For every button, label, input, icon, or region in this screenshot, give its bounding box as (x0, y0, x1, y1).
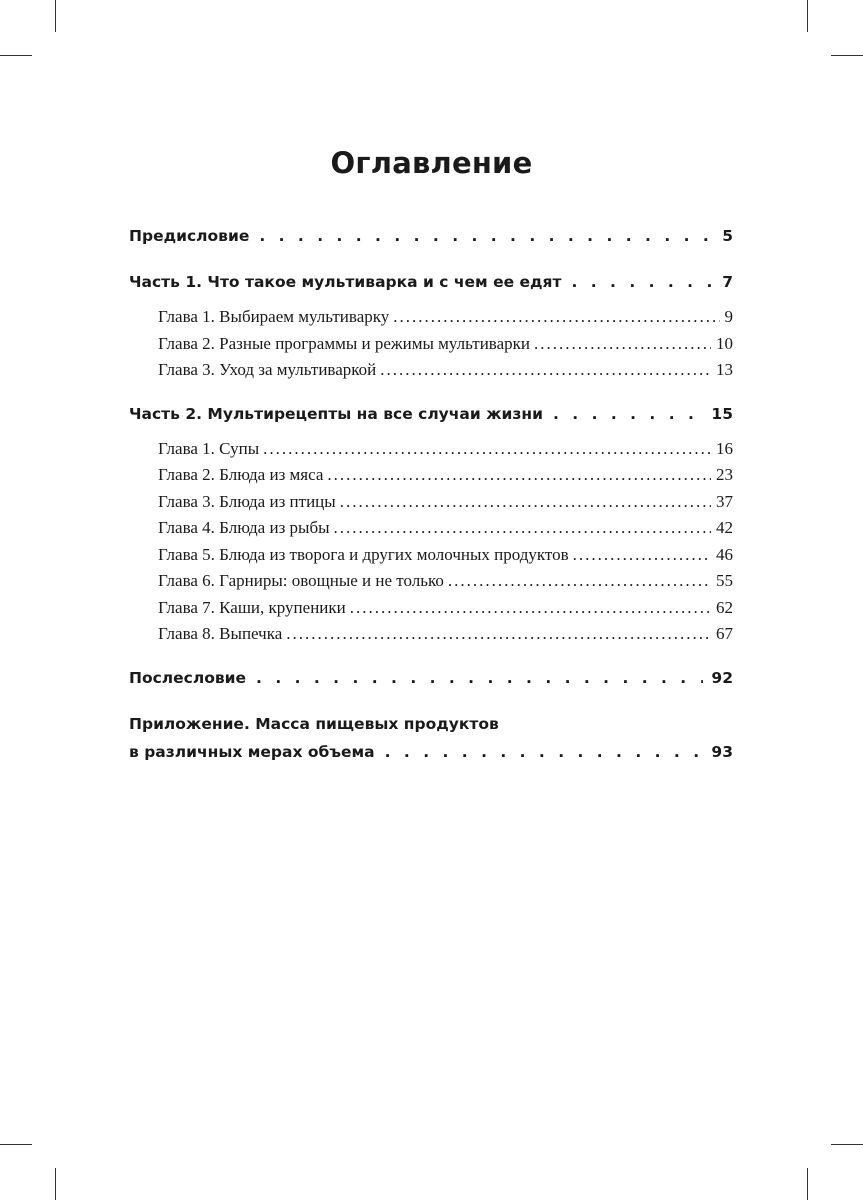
toc-page-number: 62 (716, 597, 733, 617)
toc-chapter-2-7[interactable] (129, 595, 733, 622)
toc-chapter-label: Глава 7. Каши, крупеники (158, 597, 346, 617)
dot-leader (263, 436, 711, 463)
toc-page-number: 23 (716, 465, 733, 484)
toc-chapter-label: Глава 1. Супы (158, 438, 260, 458)
toc-entry-part-2[interactable] (129, 400, 733, 428)
toc-chapter-2-8[interactable] (129, 621, 733, 648)
crop-mark-bottom-right (807, 1168, 808, 1200)
toc-page-number: 93 (711, 742, 733, 761)
page-title: Оглавление (330, 146, 533, 180)
dot-leader (334, 515, 711, 542)
dot-leader (380, 357, 711, 384)
toc-entry-label-line-2: в различных мерах объема (129, 742, 375, 761)
toc-chapter-2-3[interactable] (129, 489, 733, 516)
dot-leader (340, 489, 711, 516)
crop-mark-top-left-h (0, 55, 32, 56)
table-of-contents (129, 222, 733, 766)
crop-mark-bottom-left-h (0, 1144, 32, 1145)
toc-chapter-2-4[interactable] (129, 515, 733, 542)
dot-leader (573, 542, 711, 569)
dot-leader (256, 664, 703, 692)
toc-page-number: 37 (716, 491, 733, 511)
toc-page-number: 46 (716, 544, 733, 564)
toc-page-number: 55 (716, 571, 733, 590)
toc-entry-appendix-line-2 (129, 738, 733, 766)
toc-page-number: 16 (716, 438, 733, 458)
toc-chapter-2-2[interactable] (129, 462, 733, 489)
toc-chapter-1-2[interactable] (129, 331, 733, 358)
crop-mark-bottom-right-h (831, 1144, 863, 1145)
toc-page-number: 13 (716, 360, 733, 379)
toc-page-number: 5 (722, 227, 733, 245)
toc-chapter-label: Глава 4. Блюда из рыбы (158, 518, 330, 537)
toc-chapter-label: Глава 5. Блюда из творога и других молочных продуктов (158, 544, 569, 564)
crop-mark-top-right-h (831, 55, 863, 56)
dot-leader (259, 222, 714, 250)
toc-entry-label: Предисловие (129, 227, 250, 245)
toc-entry-afterword[interactable] (129, 664, 733, 692)
toc-chapter-label: Глава 2. Разные программы и режимы мультиварки (158, 333, 531, 353)
toc-page-number: 67 (716, 624, 733, 643)
dot-leader (385, 738, 704, 766)
dot-leader (448, 568, 711, 595)
toc-chapter-2-6[interactable] (129, 568, 733, 595)
toc-entry-preface[interactable] (129, 222, 733, 250)
toc-page-number: 42 (716, 518, 733, 537)
toc-chapter-1-1[interactable] (129, 304, 733, 331)
toc-page-number: 7 (722, 273, 733, 291)
crop-mark-bottom-left (55, 1168, 56, 1200)
toc-entry-label: Послесловие (129, 668, 247, 687)
dot-leader (534, 331, 711, 358)
toc-entry-label: Часть 1. Что такое мультиварка и с чем ее едят (129, 273, 562, 291)
toc-page-number: 10 (716, 333, 733, 353)
toc-entry-appendix[interactable] (129, 710, 733, 766)
toc-entry-label-line-1: Приложение. Масса пищевых продуктов (129, 714, 499, 733)
toc-chapter-label: Глава 1. Выбираем мультиварку (158, 307, 390, 326)
toc-page-number: 9 (724, 307, 733, 326)
dot-leader (393, 304, 719, 331)
toc-chapter-label: Глава 6. Гарниры: овощные и не только (158, 571, 444, 590)
toc-chapter-2-5[interactable] (129, 542, 733, 569)
dot-leader (553, 400, 703, 428)
dot-leader (286, 621, 711, 648)
toc-chapter-label: Глава 3. Уход за мультиваркой (158, 360, 377, 379)
toc-chapter-label: Глава 8. Выпечка (158, 624, 283, 643)
toc-chapter-label: Глава 3. Блюда из птицы (158, 491, 336, 511)
toc-entry-label: Часть 2. Мультирецепты на все случаи жизни (129, 404, 543, 423)
toc-chapter-2-1[interactable] (129, 436, 733, 463)
crop-mark-top-right (807, 0, 808, 32)
dot-leader (350, 595, 711, 622)
toc-page-number: 15 (711, 404, 733, 423)
dot-leader (327, 462, 711, 489)
toc-chapter-1-3[interactable] (129, 357, 733, 384)
toc-chapter-label: Глава 2. Блюда из мяса (158, 465, 324, 484)
dot-leader (571, 268, 714, 296)
toc-entry-part-1[interactable] (129, 268, 733, 296)
toc-page-number: 92 (711, 668, 733, 687)
crop-mark-top-left (55, 0, 56, 32)
